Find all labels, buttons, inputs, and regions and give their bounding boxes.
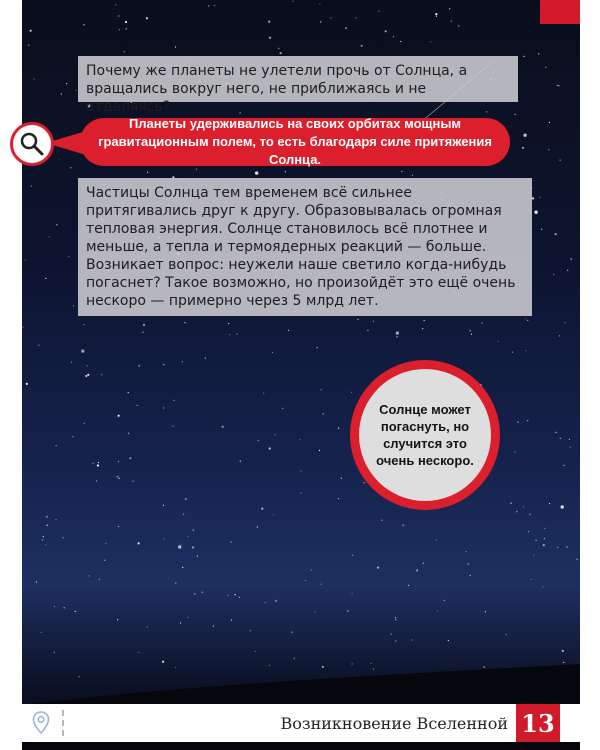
star: [99, 579, 100, 580]
star: [118, 15, 119, 16]
star: [330, 17, 331, 18]
star: [119, 29, 120, 30]
star: [142, 332, 143, 333]
star: [569, 439, 570, 440]
star: [137, 405, 138, 406]
star: [301, 470, 302, 471]
star: [548, 149, 549, 150]
star: [147, 172, 148, 173]
star: [229, 334, 230, 335]
star: [250, 630, 251, 631]
star: [41, 632, 42, 633]
star: [320, 584, 321, 585]
star: [45, 544, 46, 545]
star: [133, 481, 134, 482]
star: [560, 438, 561, 439]
star: [162, 661, 164, 663]
star: [355, 17, 356, 18]
star: [525, 318, 526, 319]
star: [559, 335, 560, 336]
star: [193, 530, 194, 531]
star: [437, 610, 438, 611]
star: [54, 606, 55, 607]
star: [240, 461, 241, 462]
star: [448, 640, 449, 641]
star: [400, 41, 401, 42]
star: [182, 361, 183, 362]
star: [396, 336, 397, 337]
star: [566, 546, 567, 547]
star: [85, 375, 87, 377]
star: [56, 445, 57, 446]
star: [228, 323, 229, 324]
star: [66, 83, 67, 84]
star: [323, 413, 324, 414]
star: [118, 526, 119, 527]
star: [175, 667, 176, 668]
star: [401, 171, 402, 172]
star: [435, 13, 437, 15]
star: [230, 541, 231, 542]
question-box: [78, 56, 518, 115]
footer-divider: [62, 710, 64, 736]
magnifier-icon: [10, 122, 54, 166]
star: [352, 555, 353, 556]
star: [557, 85, 558, 86]
star: [47, 525, 48, 526]
star: [381, 520, 382, 521]
star: [129, 457, 131, 459]
star: [278, 48, 279, 49]
star: [23, 327, 24, 328]
star: [393, 36, 394, 37]
star: [146, 17, 148, 19]
star: [118, 415, 120, 417]
star: [187, 617, 188, 618]
star: [93, 463, 94, 464]
star: [75, 611, 76, 612]
star: [174, 400, 175, 401]
page-number: 13: [516, 704, 560, 742]
star: [557, 547, 558, 548]
star: [436, 16, 437, 17]
star: [436, 539, 437, 540]
star: [498, 341, 499, 342]
star: [412, 175, 413, 176]
star: [126, 28, 127, 29]
star: [423, 563, 424, 564]
star: [185, 498, 187, 500]
star: [288, 330, 289, 331]
star: [147, 626, 148, 627]
star: [125, 21, 127, 23]
star: [515, 114, 516, 115]
star: [528, 531, 529, 532]
star: [128, 392, 129, 393]
star: [555, 432, 556, 433]
star: [255, 651, 256, 652]
star: [549, 122, 550, 123]
star: [402, 524, 404, 526]
star: [538, 53, 539, 54]
star: [261, 508, 263, 510]
star: [263, 393, 264, 394]
star: [514, 452, 515, 453]
star: [237, 334, 238, 335]
star: [377, 567, 379, 569]
star: [524, 56, 525, 57]
star: [341, 478, 342, 479]
callout-circle: [350, 360, 500, 510]
star: [512, 352, 513, 353]
star: [294, 658, 295, 659]
star: [105, 543, 106, 544]
star: [265, 602, 266, 603]
star: [352, 593, 353, 594]
star: [222, 426, 224, 428]
star: [364, 482, 365, 483]
star: [84, 324, 85, 325]
star: [88, 374, 89, 375]
star: [42, 539, 43, 540]
star: [269, 37, 271, 39]
star: [292, 1, 293, 2]
star: [25, 259, 26, 260]
star: [88, 575, 89, 576]
star: [571, 258, 572, 259]
star: [28, 45, 29, 46]
star: [549, 503, 550, 504]
star: [544, 538, 545, 539]
star: [46, 516, 48, 518]
star: [532, 197, 534, 199]
star: [175, 583, 176, 584]
star: [539, 197, 540, 198]
star: [486, 111, 487, 112]
star: [531, 579, 532, 580]
star: [269, 665, 270, 666]
highlight-text: Планеты удерживались на своих орбитах мощным гравитационным полем, то есть благодаря силе притяжения Солнца.: [98, 116, 492, 167]
star: [562, 650, 564, 652]
star: [84, 423, 85, 424]
star: [269, 447, 271, 449]
star: [73, 305, 74, 306]
star: [408, 585, 409, 586]
star: [451, 21, 452, 22]
star: [188, 536, 189, 537]
star: [516, 511, 517, 512]
star: [319, 3, 320, 4]
star: [361, 45, 363, 47]
star: [534, 211, 537, 214]
star: [175, 46, 176, 47]
star: [194, 593, 195, 594]
star: [385, 30, 387, 32]
star: [138, 365, 140, 367]
star: [239, 597, 240, 598]
paragraph-part-2: Возникает вопрос: неужели наше светило когда-нибудь погаснет? Такое возможно, но произойдёт это ещё очень нескоро — примерно через 5 млрд лет.: [86, 257, 516, 309]
star: [63, 537, 64, 538]
chapter-title: Возникновение Вселенной: [280, 713, 508, 733]
star: [560, 160, 561, 161]
star: [517, 422, 518, 423]
star: [533, 555, 534, 556]
star: [529, 514, 530, 515]
star: [183, 514, 184, 515]
star: [482, 323, 483, 324]
star: [417, 570, 418, 571]
star: [525, 350, 526, 351]
star: [31, 186, 32, 187]
question-text: Почему же планеты не улетели прочь от Солнца, а вращались вокруг него, не приближаясь и не отдаляясь?: [86, 63, 468, 115]
star: [205, 358, 206, 359]
star: [214, 5, 215, 6]
star: [541, 229, 542, 230]
star: [564, 322, 565, 323]
star: [449, 8, 450, 9]
star: [424, 320, 425, 321]
star: [75, 90, 76, 91]
star: [373, 669, 374, 670]
star: [319, 450, 320, 451]
star: [272, 352, 273, 353]
star: [484, 666, 485, 667]
callout-circle-inner: [359, 369, 491, 501]
star: [181, 544, 182, 545]
star: [577, 559, 578, 560]
star: [208, 5, 209, 6]
star: [138, 542, 140, 544]
star: [180, 622, 181, 623]
star: [164, 538, 165, 539]
star: [311, 569, 312, 570]
star: [317, 347, 318, 348]
star: [163, 407, 164, 408]
star: [240, 112, 241, 113]
star: [444, 600, 445, 601]
star: [55, 519, 56, 520]
star: [192, 546, 194, 548]
star: [321, 389, 322, 390]
star: [30, 30, 32, 32]
star: [570, 447, 571, 448]
star: [227, 595, 228, 596]
star: [116, 476, 118, 478]
corner-tab: [540, 0, 580, 24]
star: [315, 612, 316, 613]
star: [280, 52, 282, 54]
star: [466, 551, 467, 552]
star: [184, 322, 185, 323]
star: [544, 528, 545, 529]
star: [138, 652, 139, 653]
star: [115, 4, 116, 5]
star: [182, 567, 183, 568]
star: [38, 345, 39, 346]
star: [273, 514, 274, 515]
star: [395, 619, 396, 620]
star: [470, 330, 471, 331]
star: [235, 594, 236, 595]
star: [70, 167, 71, 168]
star: [71, 362, 72, 363]
star: [367, 330, 368, 331]
star: [357, 319, 358, 320]
star: [124, 51, 125, 52]
star: [118, 461, 119, 462]
star: [558, 85, 559, 86]
star: [322, 666, 324, 668]
star: [231, 620, 232, 621]
star: [202, 592, 203, 593]
star: [542, 586, 543, 587]
star: [104, 560, 105, 561]
star: [128, 433, 129, 434]
star: [338, 428, 339, 429]
star: [197, 556, 198, 557]
star: [536, 540, 537, 541]
star: [300, 492, 301, 493]
star: [567, 270, 568, 271]
callout-text: Солнце может погаснуть, но случится это очень нескоро.: [376, 402, 474, 468]
star: [523, 506, 524, 507]
star: [471, 334, 472, 335]
star: [54, 652, 55, 653]
star: [373, 321, 374, 322]
star: [553, 274, 554, 275]
star: [178, 545, 181, 548]
star: [213, 626, 214, 627]
star: [378, 11, 379, 12]
star: [49, 236, 50, 237]
star: [396, 331, 399, 334]
highlight-banner: [80, 118, 510, 166]
star: [81, 349, 84, 352]
star: [523, 134, 526, 137]
star: [527, 420, 528, 421]
star: [347, 610, 348, 611]
star: [26, 383, 28, 385]
star: [117, 619, 118, 620]
star: [96, 480, 97, 481]
paragraph-part-1: Частицы Солнца тем временем всё сильнее притягивались друг к другу. Образовывалась огромная тепловая энергия. Солнце становилось всё плотнее и меньше, а тепла и термоядерных реакций — больше.: [86, 185, 502, 255]
star: [282, 408, 283, 409]
star: [545, 67, 546, 68]
star: [527, 320, 528, 321]
location-pin-icon: [22, 704, 60, 742]
star: [285, 171, 286, 172]
star: [411, 639, 412, 640]
star: [351, 392, 352, 393]
star: [101, 374, 102, 375]
star: [468, 563, 469, 564]
star: [275, 600, 277, 602]
star: [72, 436, 73, 437]
star: [83, 24, 84, 25]
star: [371, 663, 372, 664]
star: [563, 662, 564, 663]
star: [64, 607, 65, 608]
star: [119, 478, 120, 479]
star: [33, 78, 34, 79]
star: [430, 41, 431, 42]
star: [352, 663, 353, 664]
star: [422, 328, 423, 329]
star: [391, 634, 392, 635]
info-paragraph-box: [78, 178, 532, 316]
star: [485, 611, 486, 612]
star: [511, 503, 512, 504]
star: [300, 439, 301, 440]
star: [255, 171, 258, 174]
star: [87, 365, 88, 366]
star: [43, 536, 44, 537]
star: [97, 464, 99, 466]
star: [258, 440, 259, 441]
star: [563, 465, 564, 466]
star: [555, 233, 557, 235]
star: [458, 25, 459, 26]
star: [320, 21, 321, 22]
star: [163, 364, 164, 365]
star: [561, 505, 564, 508]
star: [338, 498, 339, 499]
star: [292, 632, 293, 633]
star: [395, 640, 396, 641]
star: [470, 575, 471, 576]
star: [543, 544, 545, 546]
star: [522, 147, 524, 149]
star: [268, 21, 270, 23]
star: [36, 581, 37, 582]
star: [506, 634, 507, 635]
star: [68, 256, 69, 257]
star: [143, 324, 145, 326]
star: [56, 224, 57, 225]
star: [257, 526, 258, 527]
star: [275, 434, 276, 435]
star: [45, 278, 46, 279]
star: [395, 617, 396, 618]
star: [305, 580, 306, 581]
star: [345, 27, 347, 29]
star: [98, 462, 99, 463]
star: [172, 426, 173, 427]
star: [78, 676, 79, 677]
star: [163, 505, 164, 506]
star: [61, 93, 62, 94]
